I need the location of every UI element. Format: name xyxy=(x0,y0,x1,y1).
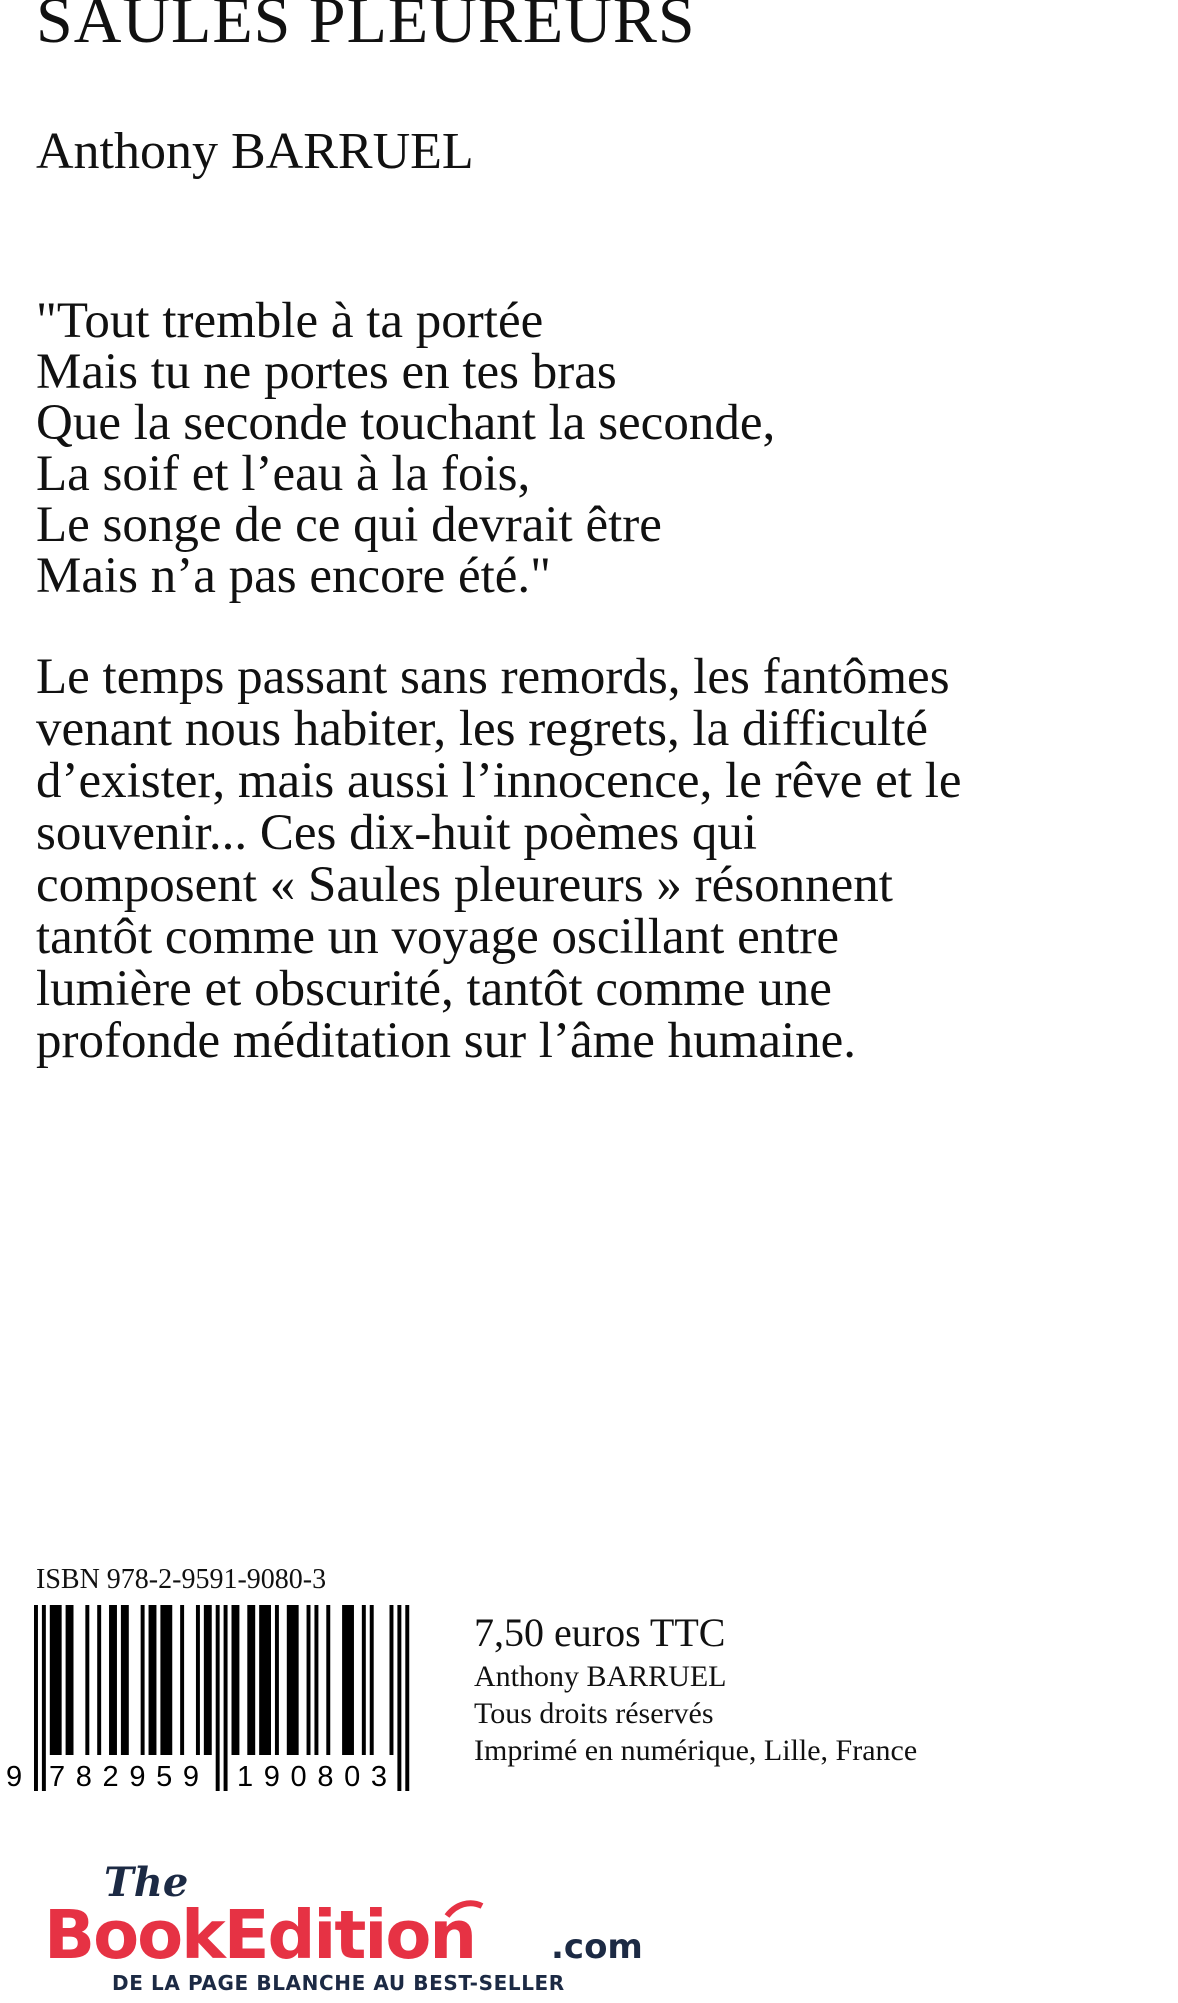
barcode-bar xyxy=(42,1605,46,1791)
barcode-bar xyxy=(97,1605,101,1755)
barcode-bar xyxy=(204,1605,212,1755)
rights-notice: Tous droits réservés xyxy=(474,1697,714,1730)
barcode-bar xyxy=(370,1605,374,1755)
book-description xyxy=(36,651,1166,1067)
isbn-barcode xyxy=(4,1605,414,1800)
barcode-bar xyxy=(149,1605,157,1755)
logo-domain: .com xyxy=(551,1927,643,1967)
barcode-bar xyxy=(121,1605,129,1755)
barcode-graphic xyxy=(4,1605,414,1795)
poem-line: Que la seconde touchant la seconde, xyxy=(36,395,776,451)
barcode-bar xyxy=(390,1605,394,1755)
poem-line: Le songe de ce qui devrait être xyxy=(36,497,662,553)
barcode-bar xyxy=(362,1605,366,1755)
publication-info xyxy=(474,1658,917,1769)
book-price: 7,50 euros TTC xyxy=(474,1610,726,1655)
barcode-bar xyxy=(247,1605,255,1755)
poem-line: La soif et l’eau à la fois, xyxy=(36,446,531,502)
poem-excerpt xyxy=(36,293,776,604)
barcode-bar xyxy=(314,1605,318,1755)
barcode-bar xyxy=(66,1605,74,1755)
isbn-label: ISBN 978-2-9591-9080-3 xyxy=(36,1564,327,1595)
barcode-bar xyxy=(342,1605,354,1755)
barcode-bar xyxy=(160,1605,172,1755)
copyright-author: Anthony BARRUEL xyxy=(474,1660,727,1693)
barcode-right-digits: 190803 xyxy=(237,1761,387,1793)
description-line: composent « Saules pleureurs » résonnent xyxy=(36,857,893,913)
barcode-bar xyxy=(50,1605,62,1755)
description-line: profonde méditation sur l’âme humaine. xyxy=(36,1013,857,1069)
description-line: tantôt comme un voyage oscillant entre xyxy=(36,909,840,965)
barcode-bar xyxy=(397,1605,401,1791)
poem-line: "Tout tremble à ta portée xyxy=(36,293,544,349)
logo-bookedition: BookEdition xyxy=(44,1896,476,1974)
bookedition-logo xyxy=(44,1858,644,1998)
description-line: d’exister, mais aussi l’innocence, le rêve et le xyxy=(36,753,962,809)
description-line: venant nous habiter, les regrets, la difficulté xyxy=(36,701,929,757)
barcode-bar xyxy=(275,1605,279,1755)
barcode-left-digits: 782959 xyxy=(49,1761,199,1793)
barcode-bar xyxy=(109,1605,117,1755)
book-author: Anthony BARRUEL xyxy=(36,123,474,180)
printing-info: Imprimé en numérique, Lille, France xyxy=(474,1734,918,1767)
description-line: Le temps passant sans remords, les fantômes xyxy=(36,649,950,705)
poem-line: Mais n’a pas encore été." xyxy=(36,548,552,604)
barcode-bar xyxy=(216,1605,220,1791)
logo-tagline: DE LA PAGE BLANCHE AU BEST-SELLER xyxy=(112,1971,565,1995)
barcode-bar xyxy=(232,1605,240,1755)
barcode-bar xyxy=(224,1605,228,1791)
barcode-bar xyxy=(326,1605,330,1755)
publisher-logo xyxy=(44,1858,644,2003)
poem-line: Mais tu ne portes en tes bras xyxy=(36,344,617,400)
logo-the: The xyxy=(104,1859,189,1906)
barcode-bar xyxy=(34,1605,38,1791)
barcode-bar xyxy=(180,1605,184,1755)
barcode-bar xyxy=(287,1605,299,1755)
barcode-bar xyxy=(307,1605,311,1755)
book-title: SAULES PLEUREURS xyxy=(36,0,696,57)
barcode-bar xyxy=(196,1605,200,1755)
barcode-lead-digit: 9 xyxy=(6,1761,23,1793)
barcode-bar xyxy=(141,1605,145,1755)
barcode-bar xyxy=(405,1605,409,1791)
barcode-bar xyxy=(259,1605,271,1755)
description-line: souvenir... Ces dix-huit poèmes qui xyxy=(36,805,758,861)
barcode-bar xyxy=(85,1605,89,1755)
description-line: lumière et obscurité, tantôt comme une xyxy=(36,961,832,1017)
